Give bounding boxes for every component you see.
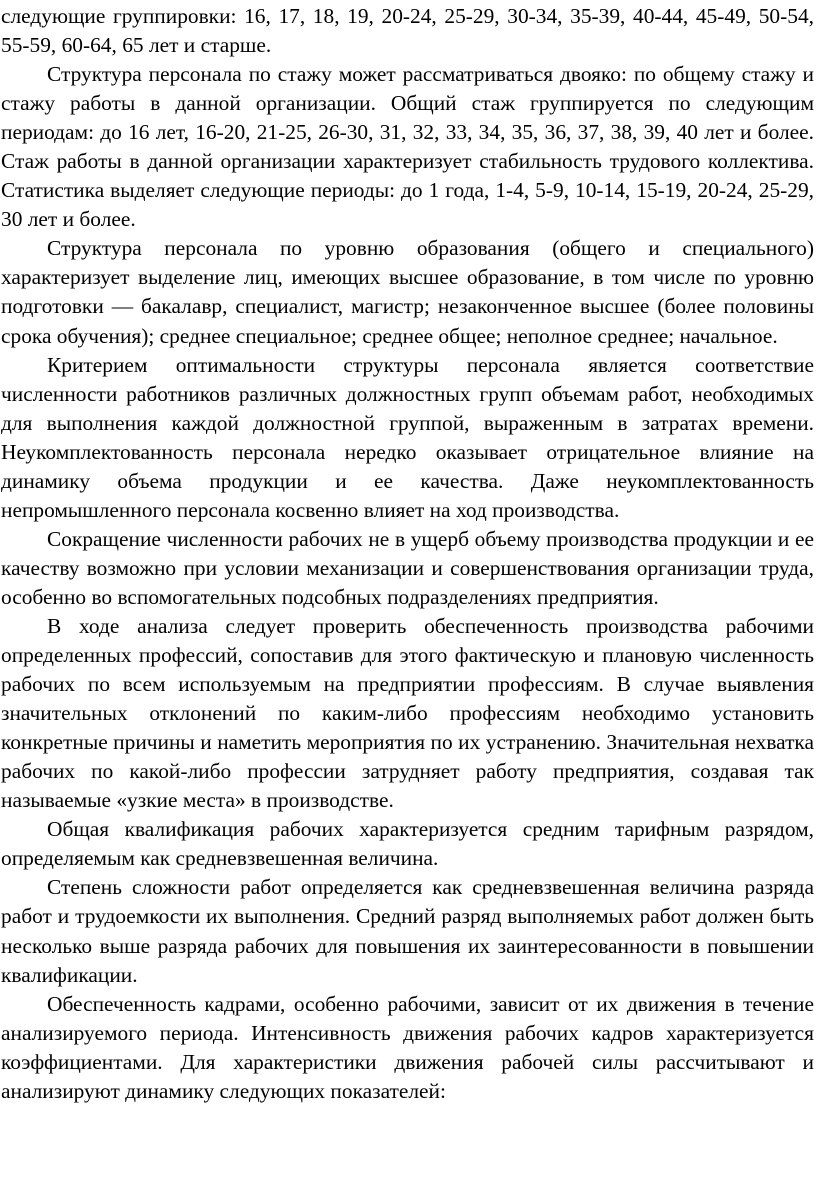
paragraph-workforce-reduction: Сокращение численности рабочих не в ущерб объему производства продукции и ее качеству возможно при условии механизации и совершенствования организации труда, особенно во вспомогательных подсобных подразделениях предприятия. xyxy=(1,526,814,609)
paragraph-age-groups-continuation: следующие группировки: 16, 17, 18, 19, 20-24, 25-29, 30-34, 35-39, 40-44, 45-49, 50-54, 55-59, 60-64, 65 лет и старше. xyxy=(1,4,814,58)
paragraph-education-structure: Структура персонала по уровню образования (общего и специального) характеризует выделение лиц, имеющих высшее образование, в том числе по уровню подготовки — бакалавр, специалист, магистр; незаконченное высшее (более половины срока обучения); среднее специальное; среднее общее; неполное среднее; начальное. xyxy=(1,236,814,348)
paragraph-profession-analysis: В ходе анализа следует проверить обеспеченность производства рабочими определенных профессий, сопоставив для этого фактическую и плановую численность рабочих по всем используемым на предприятии профессиям. В случае выявления значительных отклонений по каким-либо профессиям необходимо установить конкретные причины и наметить мероприятия по их устранению. Значительная нехватка рабочих по какой-либо профессии затрудняет работу предприятия, создавая так называемые «узкие места» в производстве. xyxy=(1,613,814,813)
paragraph-optimality-criterion: Критерием оптимальности структуры персонала является соответствие численности работников различных должностных групп объемам работ, необходимых для выполнения каждой должностной группой, выраженным в затратах времени. Неукомплектованность персонала нередко оказывает отрицательное влияние на динамику объема продукции и ее качества. Даже неукомплектованность непромышленного персонала косвенно влияет на ход производства. xyxy=(1,352,814,522)
paragraph-staff-movement: Обеспеченность кадрами, особенно рабочими, зависит от их движения в течение анализируемого периода. Интенсивность движения рабочих кадров характеризуется коэффициентами. Для характеристики движения рабочей силы рассчитывают и анализируют динамику следующих показателей: xyxy=(1,991,814,1103)
paragraph-qualification: Общая квалификация рабочих характеризуется средним тарифным разрядом, определяемым как средневзвешенная величина. xyxy=(1,817,814,871)
paragraph-seniority-structure: Структура персонала по стажу может рассматриваться двояко: по общему стажу и стажу работы в данной организации. Общий стаж группируется по следующим периодам: до 16 лет, 16-20, 21-25, 26-30, 31, 32, 33, 34, 35, 36, 37, 38, 39, 40 лет и более. Стаж работы в данной организации характеризует стабильность трудового коллектива. Статистика выделяет следующие периоды: до 1 года, 1-4, 5-9, 10-14, 15-19, 20-24, 25-29, 30 лет и более. xyxy=(1,62,814,232)
paragraph-work-complexity: Степень сложности работ определяется как средневзвешенная величина разряда работ и трудоемкости их выполнения. Средний разряд выполняемых работ должен быть несколько выше разряда рабочих для повышения их заинтересованности в повышении квалификации. xyxy=(1,875,814,987)
